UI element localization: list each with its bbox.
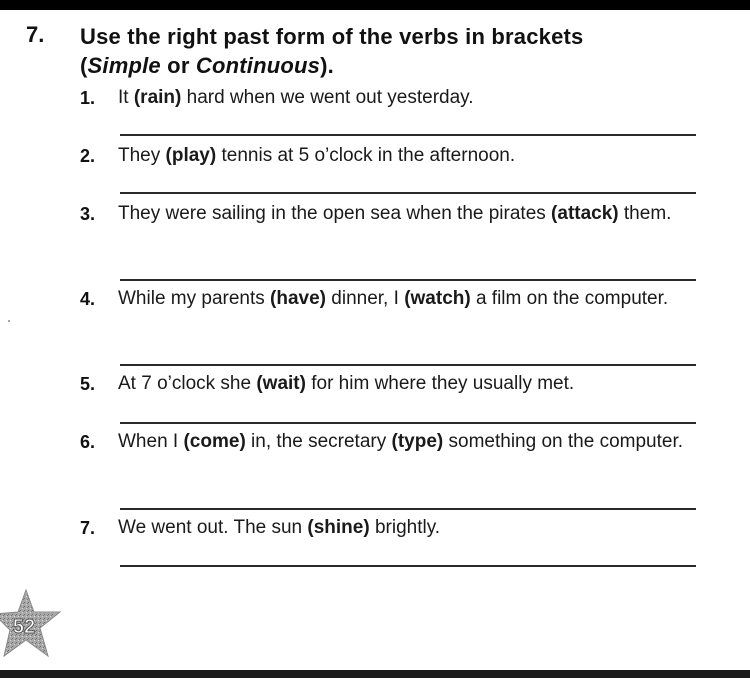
task-option-continuous: Continuous: [195, 53, 321, 78]
answer-line[interactable]: [120, 565, 696, 567]
verb-prompt: (shine): [307, 517, 370, 538]
exercise-sentence: It (rain) hard when we went out yesterday.: [118, 87, 474, 108]
answer-line[interactable]: [120, 364, 696, 366]
verb-prompt: (type): [391, 431, 444, 452]
top-border-bar: [0, 0, 750, 10]
task-option-simple: Simple: [87, 53, 161, 78]
exercise-sentence: They (play) tennis at 5 o’clock in the afternoon.: [118, 145, 516, 166]
exercise-sentence: They were sailing in the open sea when the pirates (attack) them.: [118, 203, 672, 224]
page-number-star-badge: [0, 586, 66, 666]
item-number: 4.: [80, 289, 96, 309]
margin-speck: [8, 320, 10, 322]
verb-prompt: (come): [183, 431, 246, 452]
verb-prompt: (attack): [551, 203, 619, 224]
bottom-border-bar: [0, 670, 750, 678]
verb-prompt: (wait): [256, 373, 306, 394]
page-number: 52: [12, 616, 36, 638]
item-number: 5.: [80, 374, 96, 394]
verb-prompt: (have): [270, 288, 327, 309]
answer-line[interactable]: [120, 422, 696, 424]
verb-prompt: (watch): [404, 288, 471, 309]
answer-line[interactable]: [120, 134, 696, 136]
task-title-main: Use the right past form of the verbs in brackets: [80, 24, 584, 49]
exercise-sentence: When I (come) in, the secretary (type) something on the computer.: [118, 431, 684, 452]
item-number: 6.: [80, 432, 96, 452]
item-number: 3.: [80, 204, 96, 224]
exercise-sentence: We went out. The sun (shine) brightly.: [118, 517, 441, 538]
answer-line[interactable]: [120, 279, 696, 281]
item-number: 7.: [80, 518, 96, 538]
item-number: 1.: [80, 88, 96, 108]
exercise-sentence: At 7 o’clock she (wait) for him where they usually met.: [118, 373, 575, 394]
task-title: Use the right past form of the verbs in brackets (Simple or Continuous).: [80, 24, 584, 78]
task-number: 7.: [26, 22, 45, 47]
exercise-sentence: While my parents (have) dinner, I (watch) a film on the computer.: [118, 288, 669, 309]
answer-line[interactable]: [120, 508, 696, 510]
answer-line[interactable]: [120, 192, 696, 194]
item-number: 2.: [80, 146, 96, 166]
verb-prompt: (rain): [133, 87, 182, 108]
verb-prompt: (play): [165, 145, 217, 166]
